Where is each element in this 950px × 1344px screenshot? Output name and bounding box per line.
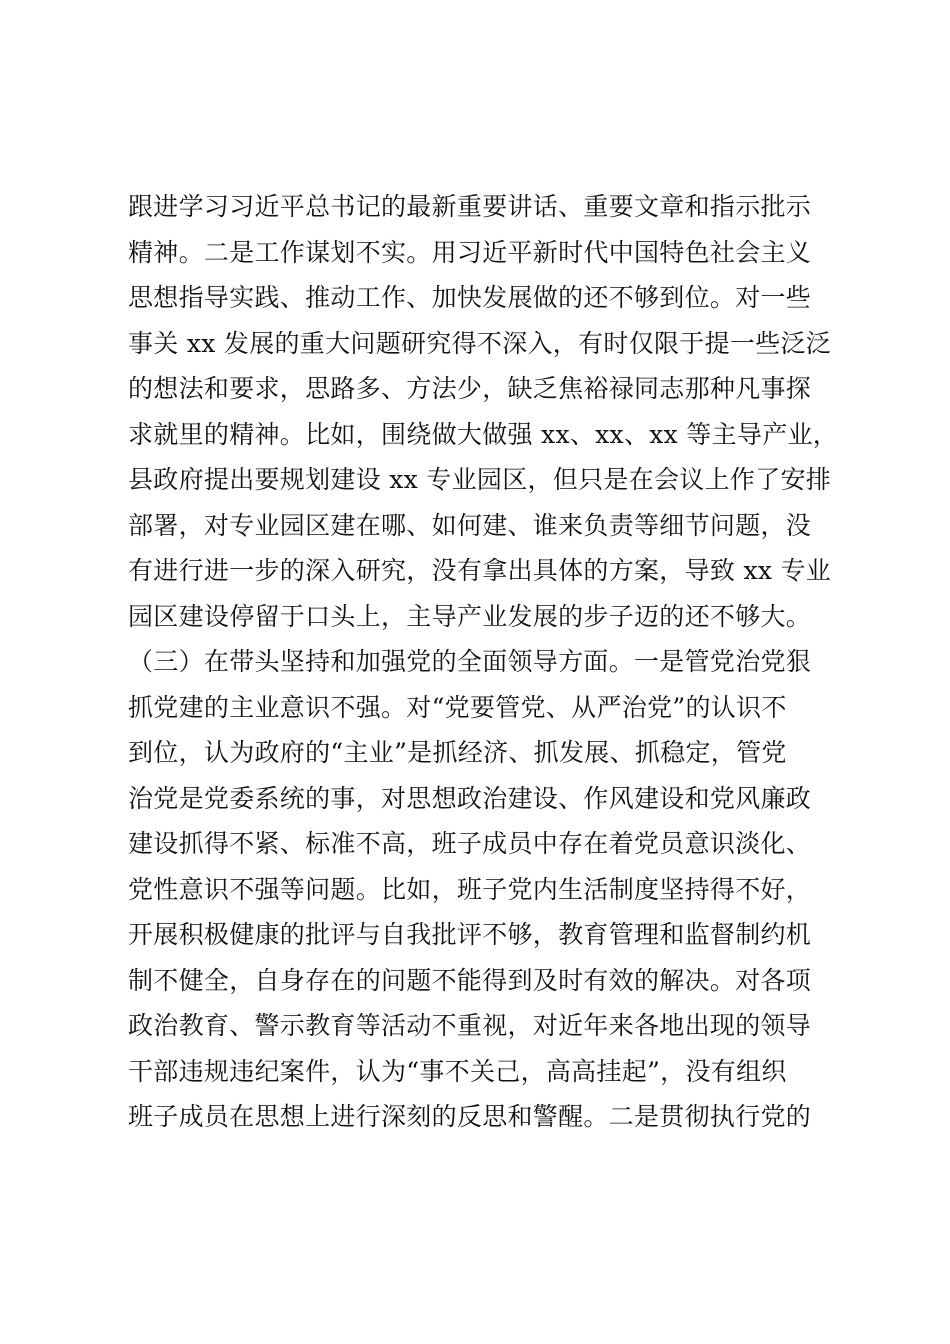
text-line: 党性意识不强等问题。比如，班子党内生活制度坚持得不好，	[128, 874, 812, 904]
text-line: 开展积极健康的批评与自我批评不够，教育管理和监督制约机	[128, 920, 812, 949]
text-line: 部署，对专业园区建在哪、如何建、谁来负责等细节问题，没	[128, 510, 812, 540]
text-line: 到位，认为政府的“主业”是抓经济、抓发展、抓稳定，管党	[128, 738, 787, 767]
body-text	[128, 184, 839, 1140]
text-line: 有进行进一步的深入研究，没有拿出具体的方案，导致 xx 专业	[128, 556, 832, 585]
text-line: 建设抓得不紧、标准不高，班子成员中存在着党员意识淡化、	[128, 829, 812, 858]
section-heading-line: （三）在带头坚持和加强党的全面领导方面。一是管党治党狠	[128, 647, 812, 676]
text-line: 精神。二是工作谋划不实。用习近平新时代中国特色社会主义	[128, 237, 812, 267]
text-line: 的想法和要求，思路多、方法少，缺乏焦裕禄同志那种凡事探	[128, 374, 812, 403]
text-line: 干部违规违纪案件，认为“事不关己，高高挂起”，没有组织	[128, 1056, 787, 1086]
text-line: 制不健全，自身存在的问题不能得到及时有效的解决。对各项	[128, 965, 812, 995]
text-line: 事关 xx 发展的重大问题研究得不深入，有时仅限于提一些泛泛	[128, 328, 832, 358]
text-line: 班子成员在思想上进行深刻的反思和警醒。二是贯彻执行党的	[128, 1102, 812, 1131]
text-line: 思想指导实践、推动工作、加快发展做的还不够到位。对一些	[128, 283, 812, 312]
text-line: 治党是党委系统的事，对思想政治建设、作风建设和党风廉政	[128, 783, 812, 813]
text-line: 园区建设停留于口头上，主导产业发展的步子迈的还不够大。	[128, 601, 812, 631]
text-line: 求就里的精神。比如，围绕做大做强 xx、xx、xx 等主导产业，	[128, 419, 839, 449]
text-line: 跟进学习习近平总书记的最新重要讲话、重要文章和指示批示	[128, 192, 812, 221]
text-line: 政治教育、警示教育等活动不重视，对近年来各地出现的领导	[128, 1011, 812, 1040]
text-line: 县政府提出要规划建设 xx 专业园区，但只是在会议上作了安排	[128, 465, 832, 494]
text-line: 抓党建的主业意识不强。对“党要管党、从严治党”的认识不	[128, 692, 787, 722]
